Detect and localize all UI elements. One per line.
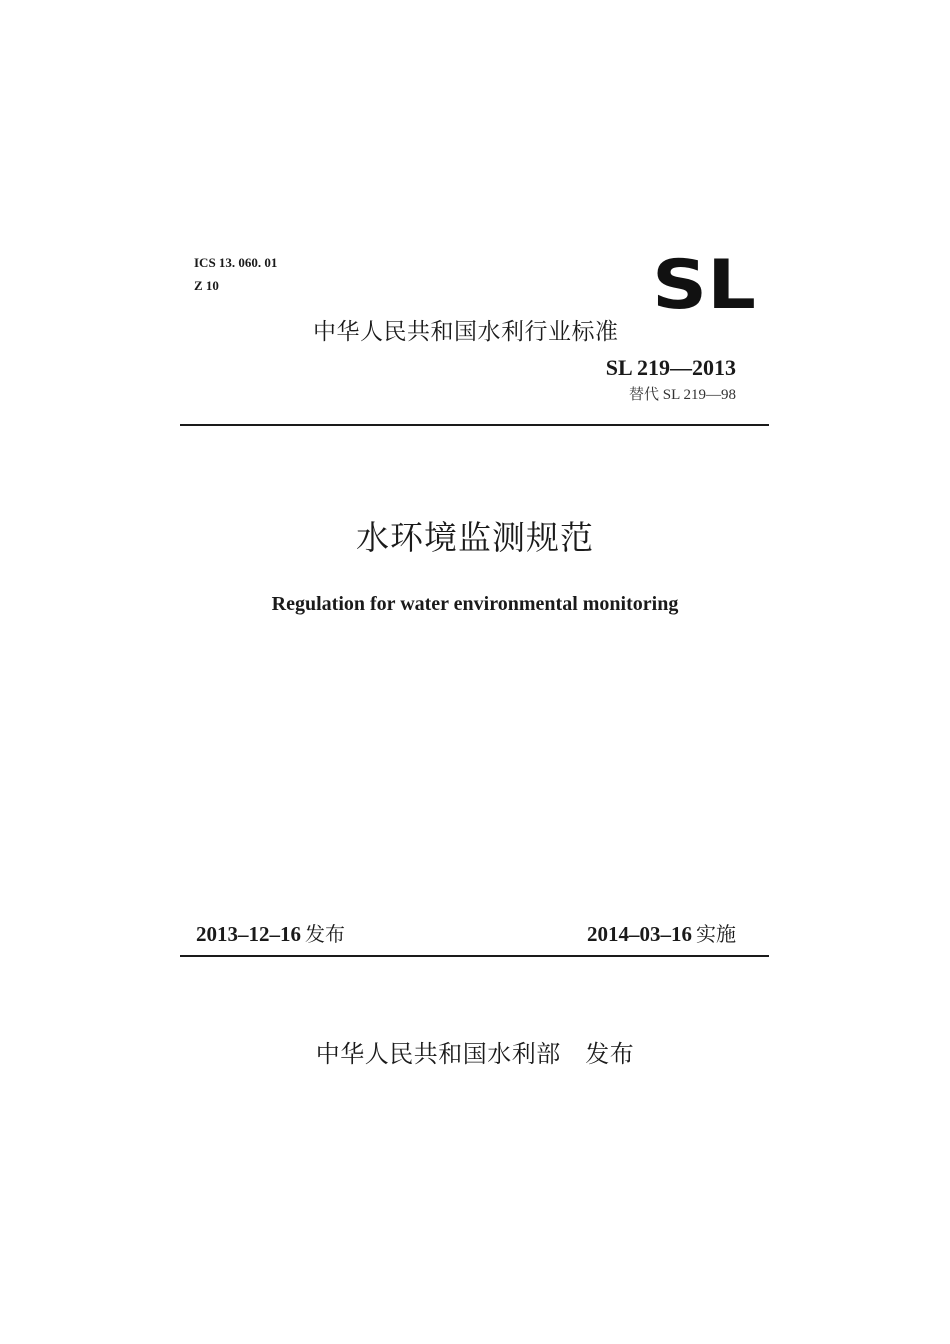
standard-number: SL 219—2013 (605, 355, 736, 380)
publish-date-line (196, 918, 345, 947)
sl-logo-text: SL (652, 252, 756, 312)
title-chinese: 水环境监测规范 (356, 518, 594, 557)
replaces-standard: 替代 SL 219—98 (629, 387, 736, 403)
issuing-authority-footer: 中华人民共和国水利部 发布 (315, 1040, 635, 1068)
title-english: Regulation for water environmental monitoring (271, 593, 679, 615)
sl-logo (652, 252, 756, 312)
issuing-authority-header: 中华人民共和国水利行业标准 (313, 319, 619, 345)
top-divider (180, 424, 769, 426)
publish-date: 2013–12–16 (196, 922, 301, 946)
bottom-divider (180, 955, 769, 957)
implement-label: 实施 (696, 922, 736, 946)
ics-code: ICS 13. 060. 01 (194, 255, 278, 270)
ccs-code: Z 10 (194, 278, 219, 293)
implement-date-line (587, 918, 736, 947)
implement-date: 2014–03–16 (587, 922, 692, 946)
publish-label: 发布 (305, 922, 345, 946)
